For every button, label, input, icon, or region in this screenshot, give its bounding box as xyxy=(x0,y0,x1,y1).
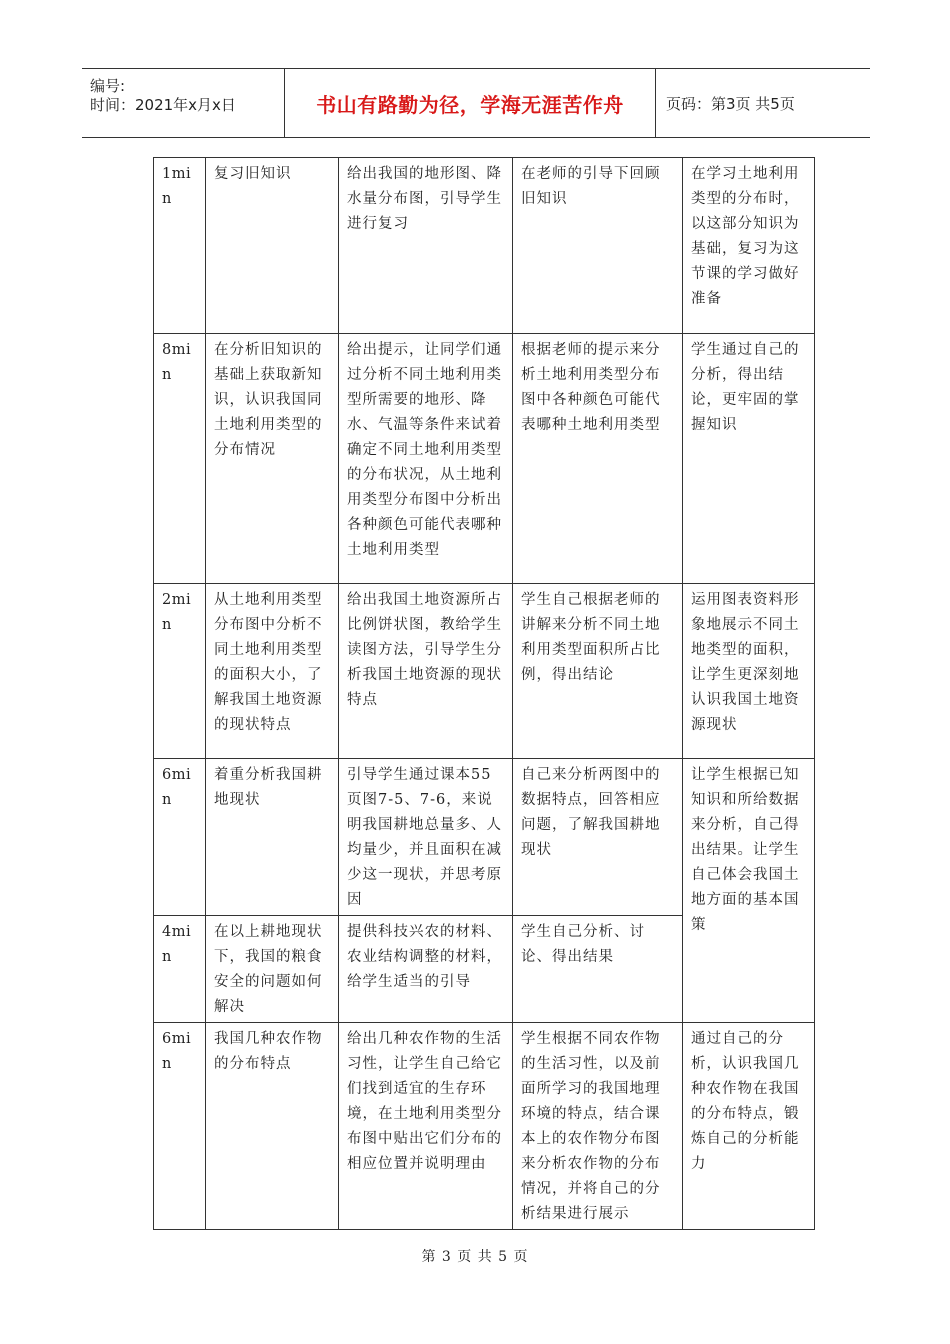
time-cell: 6min xyxy=(154,1023,206,1230)
teacher-activity-cell: 给出几种农作物的生活习性，让学生自己给它们找到适宜的生存环境，在土地利用类型分布图中贴出它们分布的相应位置并说明理由 xyxy=(339,1023,513,1230)
table-row xyxy=(154,1023,815,1230)
page-header xyxy=(82,68,870,138)
time-cell: 1min xyxy=(154,158,206,334)
teacher-activity-cell: 给出我国土地资源所占比例饼状图，教给学生读图方法，引导学生分析我国土地资源的现状特点 xyxy=(339,584,513,759)
content-cell: 在分析旧知识的基础上获取新知识，认识我国同土地利用类型的分布情况 xyxy=(206,334,339,584)
lesson-plan-table xyxy=(153,157,815,1230)
header-meta-cell xyxy=(82,69,285,137)
time-cell: 6min xyxy=(154,759,206,916)
student-activity-cell: 根据老师的提示来分析土地利用类型分布图中各种颜色可能代表哪种土地利用类型 xyxy=(513,334,683,584)
design-intent-cell: 学生通过自己的分析，得出结论，更牢固的掌握知识 xyxy=(683,334,815,584)
document-number-label: 编号: xyxy=(90,77,126,95)
time-cell: 4min xyxy=(154,916,206,1023)
page-footer xyxy=(0,1246,950,1266)
table-row xyxy=(154,334,815,584)
student-activity-cell: 学生自己根据老师的讲解来分析不同土地利用类型面积所占比例，得出结论 xyxy=(513,584,683,759)
student-activity-cell: 在老师的引导下回顾旧知识 xyxy=(513,158,683,334)
header-motto-cell xyxy=(285,69,656,137)
content-cell: 我国几种农作物的分布特点 xyxy=(206,1023,339,1230)
teacher-activity-cell: 提供科技兴农的材料、农业结构调整的材料，给学生适当的引导 xyxy=(339,916,513,1023)
design-intent-cell: 在学习土地利用类型的分布时，以这部分知识为基础，复习为这节课的学习做好准备 xyxy=(683,158,815,334)
student-activity-cell: 学生根据不同农作物的生活习性，以及前面所学习的我国地理环境的特点，结合课本上的农作物分布图来分析农作物的分布情况，并将自己的分析结果进行展示 xyxy=(513,1023,683,1230)
footer-page-number: 第 3 页 共 5 页 xyxy=(421,1249,529,1265)
header-page-number: 页码：第3页 共5页 xyxy=(666,94,795,113)
teacher-activity-cell: 给出提示，让同学们通过分析不同土地利用类型所需要的地形、降水、气温等条件来试着确定不同土地利用类型的分布状况，从土地利用类型分布图中分析出各种颜色可能代表哪种土地利用类型 xyxy=(339,334,513,584)
student-activity-cell: 学生自己分析、讨论、得出结果 xyxy=(513,916,683,1023)
document-date-label: 时间：2021年x月x日 xyxy=(90,96,236,114)
design-intent-cell: 运用图表资料形象地展示不同土地类型的面积，让学生更深刻地认识我国土地资源现状 xyxy=(683,584,815,759)
content-cell: 着重分析我国耕地现状 xyxy=(206,759,339,916)
teacher-activity-cell: 给出我国的地形图、降水量分布图，引导学生进行复习 xyxy=(339,158,513,334)
design-intent-cell: 让学生根据已知知识和所给数据来分析，自己得出结果。让学生自己体会我国土地方面的基本国策 xyxy=(683,759,815,1023)
teacher-activity-cell: 引导学生通过课本55页图7-5、7-6，来说明我国耕地总量多、人均量少，并且面积在减少这一现状，并思考原因 xyxy=(339,759,513,916)
table-row xyxy=(154,158,815,334)
design-intent-cell: 通过自己的分析，认识我国几种农作物在我国的分布特点，锻炼自己的分析能力 xyxy=(683,1023,815,1230)
header-page-cell xyxy=(656,69,870,137)
content-cell: 在以上耕地现状下，我国的粮食安全的问题如何解决 xyxy=(206,916,339,1023)
content-cell: 从土地利用类型分布图中分析不同土地利用类型的面积大小，了解我国土地资源的现状特点 xyxy=(206,584,339,759)
time-cell: 2min xyxy=(154,584,206,759)
content-cell: 复习旧知识 xyxy=(206,158,339,334)
table-row xyxy=(154,584,815,759)
student-activity-cell: 自己来分析两图中的数据特点，回答相应问题，了解我国耕地现状 xyxy=(513,759,683,916)
header-motto: 书山有路勤为径，学海无涯苦作舟 xyxy=(316,92,624,117)
table-row xyxy=(154,759,815,916)
time-cell: 8min xyxy=(154,334,206,584)
